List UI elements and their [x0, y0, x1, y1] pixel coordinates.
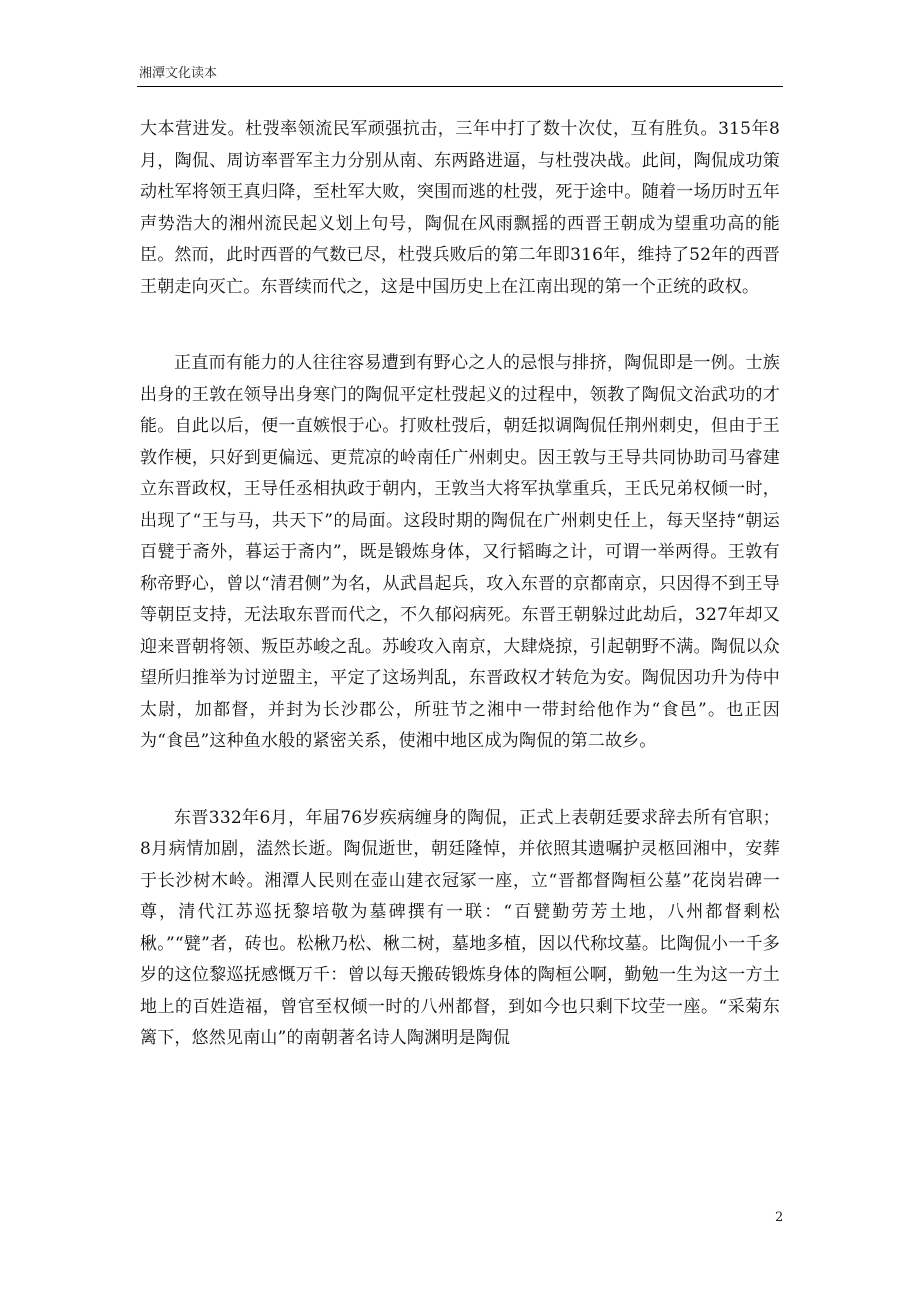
paragraph-gap	[140, 303, 780, 348]
page-number: 2	[775, 1210, 784, 1225]
header-title: 湘潭文化读本	[139, 66, 218, 81]
paragraph-gap	[140, 758, 780, 803]
document-body	[140, 114, 780, 1055]
paragraph-wang-dun: 正直而有能力的人往往容易遭到有野心之人的忌恨与排挤，陶侃即是一例。士族出身的王敦在领导出身寒门的陶侃平定杜弢起义的过程中，领教了陶侃文治武功的才能。自此以后，便一直嫉恨于心。打败杜弢后，朝廷拟调陶侃任荆州刺史，但由于王敦作梗，只好到更偏远、更荒凉的岭南任广州刺史。因王敦与王导共同协助司马睿建立东晋政权，王导任丞相执政于朝内，王敦当大将军执掌重兵，王氏兄弟权倾一时，出现了“王与马，共天下”的局面。这段时期的陶侃在广州刺史任上，每天坚持“朝运百甓于斋外，暮运于斋内”，既是锻炼身体，又行韬晦之计，可谓一举两得。王敦有称帝野心，曾以“清君侧”为名，从武昌起兵，攻入东晋的京都南京，只因得不到王导等朝臣支持，无法取东晋而代之，不久郁闷病死。东晋王朝躲过此劫后，327年却又迎来晋朝将领、叛臣苏峻之乱。苏峻攻入南京，大肆烧掠，引起朝野不满。陶侃以众望所归推举为讨逆盟主，平定了这场判乱，东晋政权才转危为安。陶侃因功升为侍中太尉，加都督，并封为长沙郡公，所驻节之湘中一带封给他作为“食邑”。也正因为“食邑”这种鱼水般的紧密关系，使湘中地区成为陶侃的第二故乡。	[140, 353, 780, 751]
paragraph-death-of-tao-kan: 东晋332年6月，年届76岁疾病缠身的陶侃，正式上表朝廷要求辞去所有官职；8月病情加剧，溘然长逝。陶侃逝世，朝廷隆悼，并依照其遗嘱护灵柩回湘中，安葬于长沙树木岭。湘潭人民则在壶山建衣冠冢一座，立“晋都督陶桓公墓”花岗岩碑一尊，清代江苏巡抚黎培敬为墓碑撰有一联：“百甓勤劳芳土地，八州都督剩松楸。”“甓”者，砖也。松楸乃松、楸二树，墓地多植，因以代称坟墓。比陶侃小一千多岁的这位黎巡抚感慨万千：曾以每天搬砖锻炼身体的陶桓公啊，勤勉一生为这一方土地上的百姓造福，曾官至权倾一时的八州都督，到如今也只剩下坟茔一座。“采菊东篱下，悠然见南山”的南朝著名诗人陶渊明是陶侃	[140, 807, 780, 1048]
paragraph-continued: 大本营进发。杜弢率领流民军顽强抗击，三年中打了数十次仗，互有胜负。315年8月，陶侃、周访率晋军主力分别从南、东两路进逼，与杜弢决战。此间，陶侃成功策动杜军将领王真归降，至杜军大败，突围而逃的杜弢，死于途中。随着一场历时五年声势浩大的湘州流民起义划上句号，陶侃在风雨飘摇的西晋王朝成为望重功高的能臣。然而，此时西晋的气数已尽，杜弢兵败后的第二年即316年，维持了52年的西晋王朝走向灭亡。东晋续而代之，这是中国历史上在江南出现的第一个正统的政权。	[140, 119, 780, 297]
page-header	[137, 62, 783, 87]
